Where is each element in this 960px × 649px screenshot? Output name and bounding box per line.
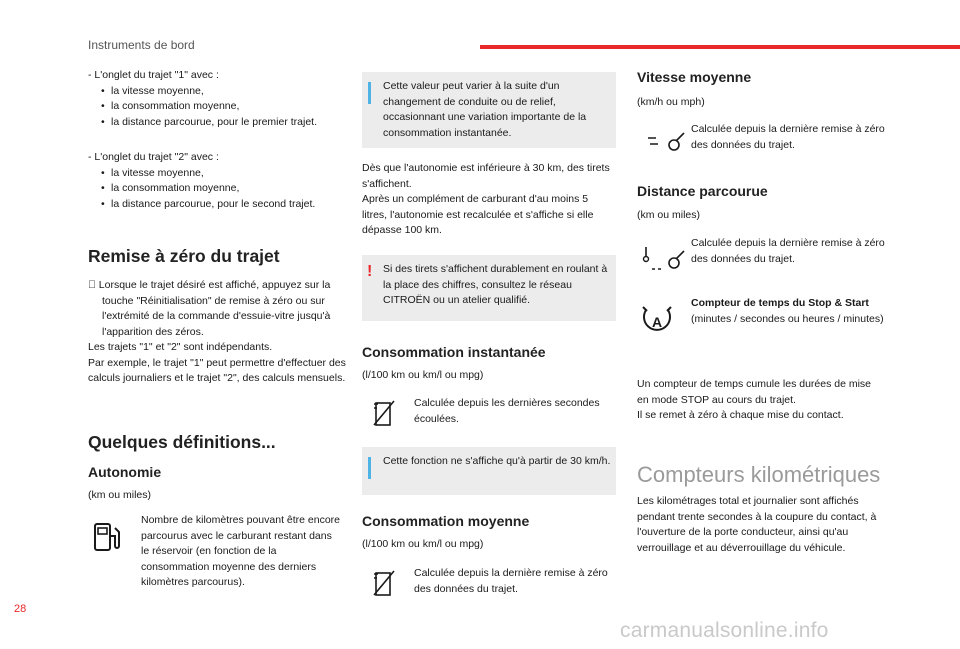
trip1-item: • la vitesse moyenne,	[101, 84, 353, 100]
reset-paragraph-3: Par exemple, le trajet "1" peut permettre d'effectuer des calculs journaliers et le trajet "2", des calculs mensuels.	[88, 356, 346, 384]
autonomie-description: Nombre de kilomètres pouvant être encore parcourus avec le carburant restant dans le réservoir (en fonction de la consommation moyenne des derniers kilomètres parcourus).	[141, 514, 341, 588]
autonomie-unit: (km ou miles)	[88, 489, 152, 501]
reset-paragraph-2: Les trajets "1" et "2" sont indépendants.	[88, 341, 273, 353]
fuel-pump-icon	[92, 522, 126, 552]
svg-text:A: A	[651, 314, 663, 330]
stop-start-icon	[640, 304, 674, 338]
warning-note	[362, 255, 616, 321]
compteurs-title: Compteurs kilométriques	[637, 462, 881, 487]
warning-note-text: Si des tirets s'affichent durablement en roulant à la place des chiffres, consultez le réseau CITROËN ou un atelier qualifié.	[383, 263, 608, 306]
compteurs-description: Les kilométrages total et journalier sont affichés pendant trente secondes à la coupure du contact, à l'ouverture de la porte conducteur, ainsi qu'au verrouillage et au déverrouillage du véhicule.	[637, 495, 877, 554]
definitions-title: Quelques définitions...	[88, 432, 276, 452]
watermark: carmanualsonline.info	[620, 619, 829, 642]
autonomie-title: Autonomie	[88, 464, 162, 480]
warning-icon: !	[367, 263, 373, 280]
info-bar	[368, 82, 371, 104]
trip2-item: • la consommation moyenne,	[101, 181, 353, 197]
distance-unit: (km ou miles)	[637, 209, 701, 221]
vitesse-description: Calculée depuis la dernière remise à zéro des données du trajet.	[691, 123, 885, 151]
conso-inst-title: Consommation instantanée	[362, 344, 546, 360]
average-consumption-icon	[372, 568, 396, 598]
reset-paragraph: Lorsque le trajet désiré est affiché, appuyez sur la touche "Réinitialisation" de remise à zéro ou sur l'extrémité de la commande d'essuie-vitre jusqu'à l'apparition des zéros.	[88, 279, 331, 338]
stopstart-unit: (minutes / secondes ou heures / minutes)	[691, 312, 884, 325]
info-note-2	[362, 447, 616, 495]
vitesse-title: Vitesse moyenne	[637, 69, 752, 85]
stopstart-text	[637, 377, 885, 424]
info-note-1-text: Cette valeur peut varier à la suite d'un changement de conduite ou de relief, occasionnant une variation importante de la consommation instantanée.	[383, 80, 587, 139]
info-note-1	[362, 72, 616, 148]
conso-inst-unit: (l/100 km ou km/l ou mpg)	[362, 369, 484, 381]
trip2-lead: - L'onglet du trajet "2" avec :	[88, 151, 219, 163]
trip1-lead: - L'onglet du trajet "1" avec :	[88, 69, 219, 81]
trip2-block	[88, 150, 353, 212]
info-note-2-text: Cette fonction ne s'affiche qu'à partir de 30 km/h.	[383, 455, 611, 467]
stopstart-paragraph-2: Il se remet à zéro à chaque mise du contact.	[637, 409, 844, 421]
trip2-item: • la vitesse moyenne,	[101, 166, 353, 182]
conso-moy-description: Calculée depuis la dernière remise à zéro des données du trajet.	[414, 567, 608, 595]
autonomie-note-2: Après un complément de carburant d'au moins 5 litres, l'autonomie est recalculée et s'affiche si elle dépasse 100 km.	[362, 193, 594, 236]
speedometer-icon	[646, 130, 686, 152]
stopstart-paragraph-1: Un compteur de temps cumule les durées de mise en mode STOP au cours du trajet.	[637, 378, 872, 406]
trip1-item: • la distance parcourue, pour le premier trajet.	[101, 115, 353, 131]
header-accent-bar	[480, 45, 960, 49]
reset-title: Remise à zéro du trajet	[88, 246, 280, 266]
distance-icon	[642, 245, 686, 273]
conso-moy-title: Consommation moyenne	[362, 513, 530, 529]
stopstart-title: Compteur de temps du Stop & Start	[691, 297, 869, 309]
distance-title: Distance parcourue	[637, 183, 768, 199]
vitesse-unit: (km/h ou mph)	[637, 96, 705, 108]
stopstart-block	[691, 296, 891, 327]
trip1-block	[88, 68, 353, 130]
autonomie-note-1: Dès que l'autonomie est inférieure à 30 km, des tirets s'affichent.	[362, 162, 610, 190]
trip2-item: • la distance parcourue, pour le second trajet.	[101, 197, 353, 213]
header-title: Instruments de bord	[88, 38, 195, 52]
page-number: 28	[14, 603, 27, 615]
conso-inst-description: Calculée depuis les dernières secondes écoulées.	[414, 397, 600, 425]
distance-description: Calculée depuis la dernière remise à zéro des données du trajet.	[691, 237, 885, 265]
autonomie-notes	[362, 161, 616, 239]
info-bar	[368, 457, 371, 479]
fuel-consumption-icon	[372, 398, 396, 428]
conso-moy-unit: (l/100 km ou km/l ou mpg)	[362, 538, 484, 550]
reset-text	[88, 278, 350, 387]
trip1-item: • la consommation moyenne,	[101, 99, 353, 115]
